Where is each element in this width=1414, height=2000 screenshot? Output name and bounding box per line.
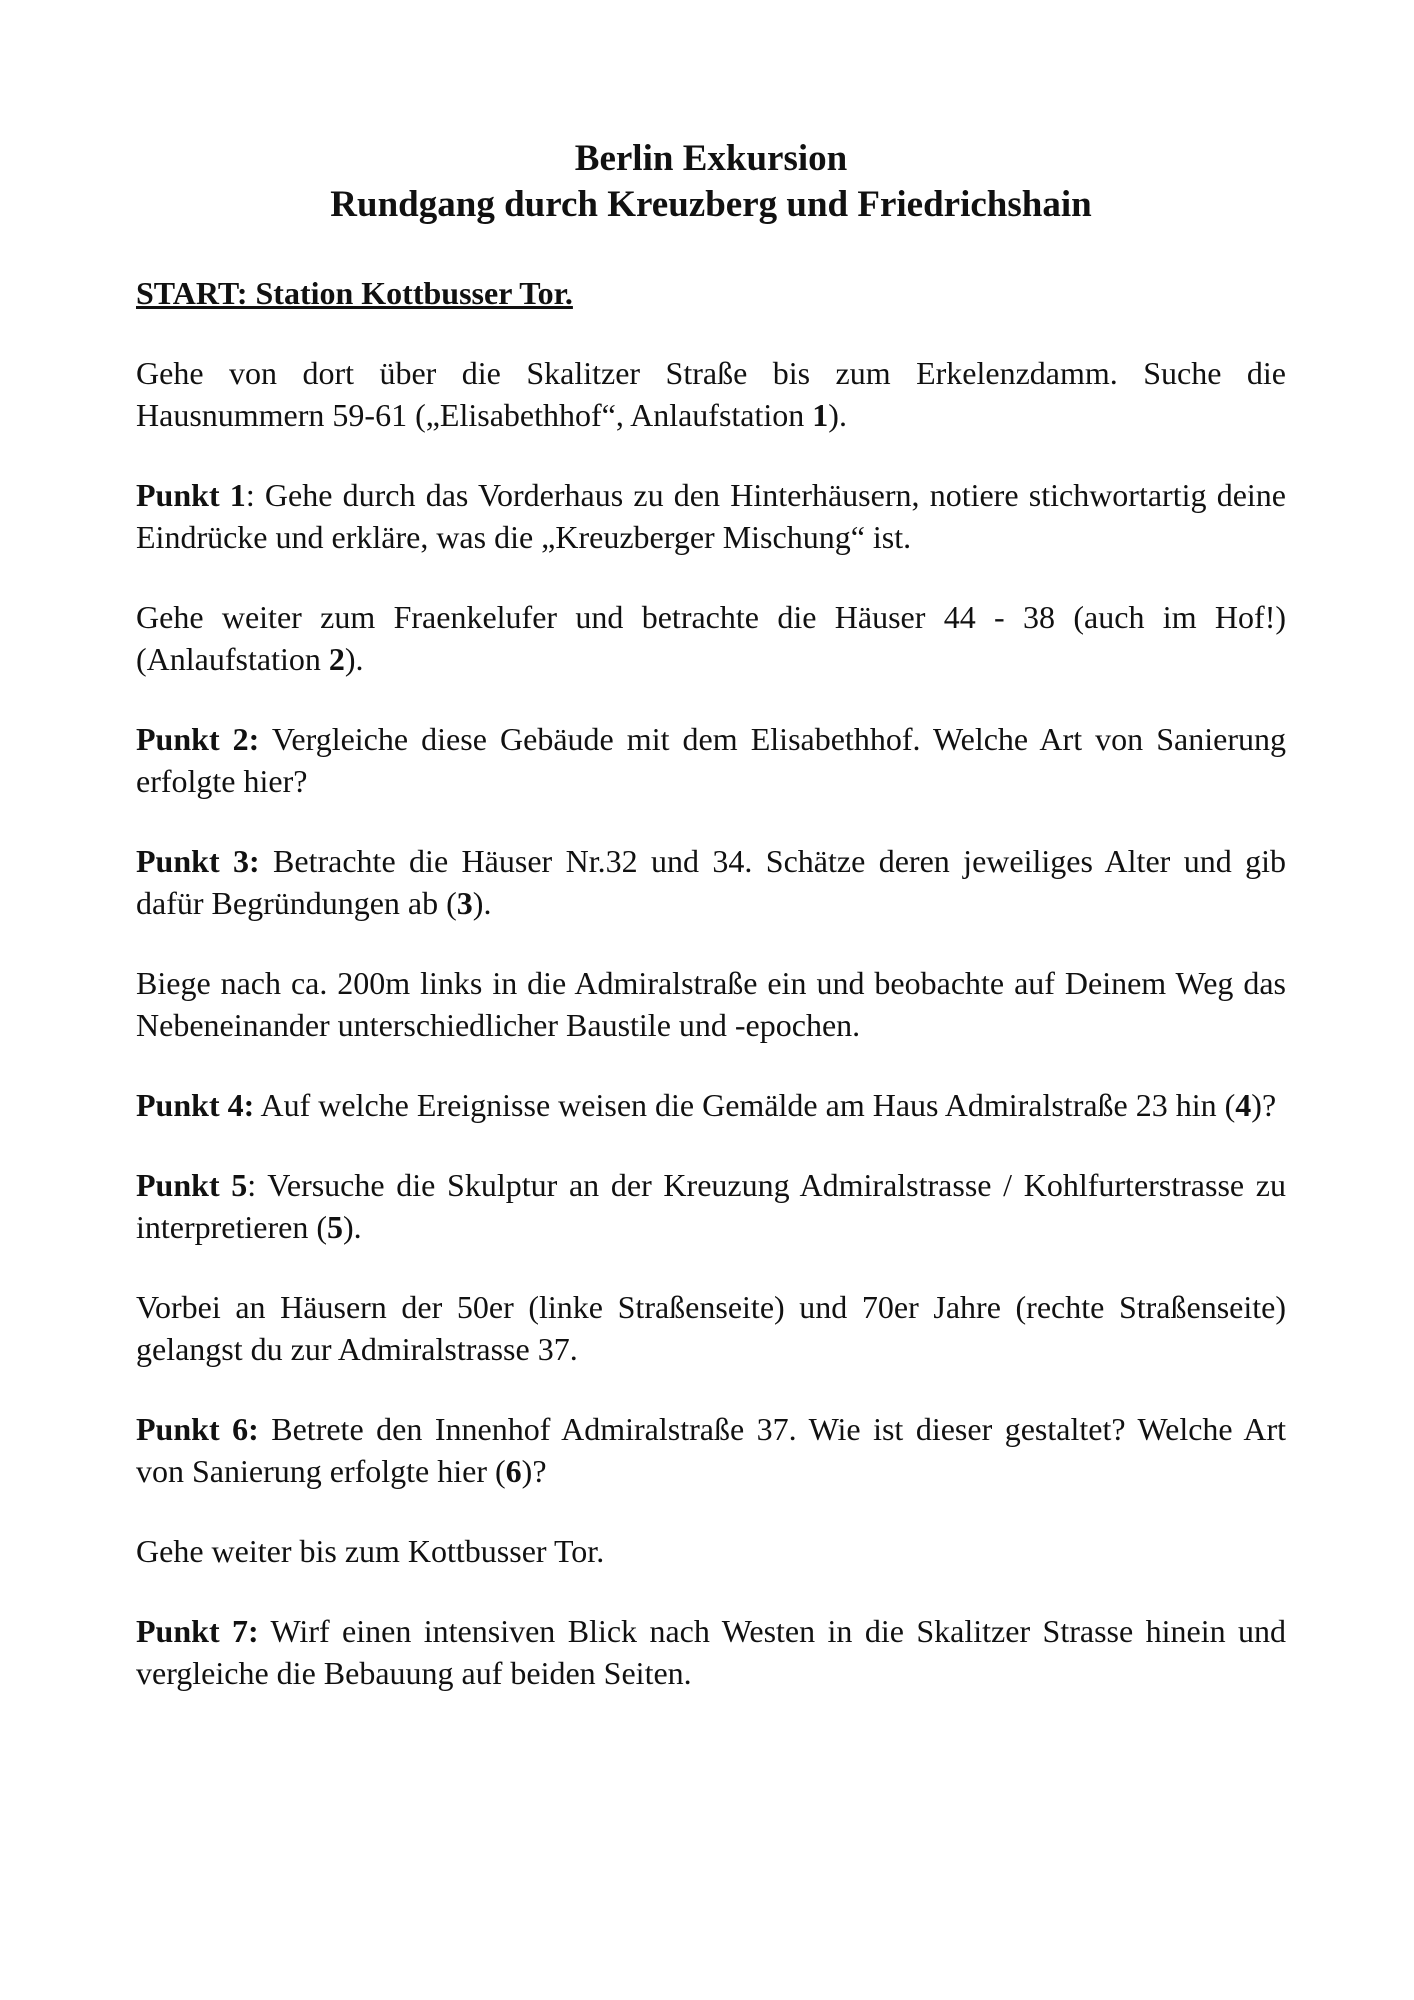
paragraph	[136, 1084, 1286, 1126]
paragraph-list	[136, 352, 1286, 1694]
paragraph	[136, 1408, 1286, 1492]
bold-text: Punkt 4:	[136, 1087, 255, 1123]
paragraph-text: Biege nach ca. 200m links in die Admiralstraße ein und beobachte auf Deinem Weg das Nebeneinander unterschiedlicher Baustile und -epochen.	[136, 965, 1286, 1043]
paragraph	[136, 596, 1286, 680]
paragraph	[136, 352, 1286, 436]
paragraph-text: Vorbei an Häusern der 50er (linke Straßenseite) und 70er Jahre (rechte Straßenseite) gelangst du zur Admiralstrasse 37.	[136, 1289, 1286, 1367]
paragraph	[136, 1610, 1286, 1694]
paragraph	[136, 1164, 1286, 1248]
paragraph	[136, 840, 1286, 924]
paragraph-text: : Versuche die Skulptur an der Kreuzung Admiralstrasse / Kohlfurterstrasse zu interpretieren (	[136, 1167, 1287, 1245]
bold-text: Punkt 2:	[136, 721, 260, 757]
bold-text: 3	[456, 885, 473, 921]
paragraph	[136, 1530, 1286, 1572]
bold-text: Punkt 3:	[136, 843, 260, 879]
document-page	[136, 136, 1286, 1726]
paragraph-text: Betrachte die Häuser Nr.32 und 34. Schätze deren jeweiliges Alter und gib dafür Begründungen ab (	[136, 843, 1287, 921]
paragraph	[136, 1286, 1286, 1370]
paragraph-text: Gehe weiter bis zum Kottbusser Tor.	[136, 1533, 605, 1569]
title-line-1: Berlin Exkursion	[574, 138, 848, 179]
paragraph-text: Vergleiche diese Gebäude mit dem Elisabethhof. Welche Art von Sanierung erfolgte hier?	[136, 721, 1287, 799]
document-title	[136, 136, 1286, 228]
paragraph-text: )?	[521, 1453, 547, 1489]
paragraph-text: ).	[344, 641, 364, 677]
paragraph-text: Gehe von dort über die Skalitzer Straße bis zum Erkelenzdamm. Suche die Hausnummern 59-61 („Elisabethhof“, Anlaufstation	[136, 355, 1286, 433]
paragraph	[136, 962, 1286, 1046]
bold-text: 1	[812, 397, 829, 433]
bold-text: 4	[1235, 1087, 1252, 1123]
paragraph-text: Auf welche Ereignisse weisen die Gemälde am Haus Admiralstraße 23 hin (	[254, 1087, 1236, 1123]
paragraph-text: Wirf einen intensiven Blick nach Westen in die Skalitzer Strasse hinein und vergleiche die Bebauung auf beiden Seiten.	[136, 1613, 1287, 1691]
start-heading: START: Station Kottbusser Tor.	[136, 275, 573, 311]
paragraph-text: : Gehe durch das Vorderhaus zu den Hinterhäusern, notiere stichwortartig deine Eindrücke und erkläre, was die „Kreuzberger Mischung“ ist.	[136, 477, 1287, 555]
bold-text: Punkt 6:	[136, 1411, 259, 1447]
bold-text: Punkt 5	[136, 1167, 248, 1203]
paragraph-text: Betrete den Innenhof Admiralstraße 37. Wie ist dieser gestaltet? Welche Art von Sanierung erfolgte hier (	[136, 1411, 1286, 1489]
bold-text: 5	[327, 1209, 343, 1245]
title-line-2: Rundgang durch Kreuzberg und Friedrichshain	[330, 184, 1092, 225]
paragraph-text: Gehe weiter zum Fraenkelufer und betrachte die Häuser 44 - 38 (auch im Hof!) (Anlaufstation	[136, 599, 1286, 677]
paragraph	[136, 474, 1286, 558]
paragraph-text: )?	[1251, 1087, 1277, 1123]
paragraph-text: ).	[472, 885, 492, 921]
paragraph	[136, 718, 1286, 802]
paragraph-text: ).	[828, 397, 847, 433]
bold-text: 6	[505, 1453, 522, 1489]
bold-text: 2	[328, 641, 345, 677]
bold-text: Punkt 1	[136, 477, 246, 513]
bold-text: Punkt 7:	[136, 1613, 259, 1649]
paragraph-text: ).	[343, 1209, 362, 1245]
